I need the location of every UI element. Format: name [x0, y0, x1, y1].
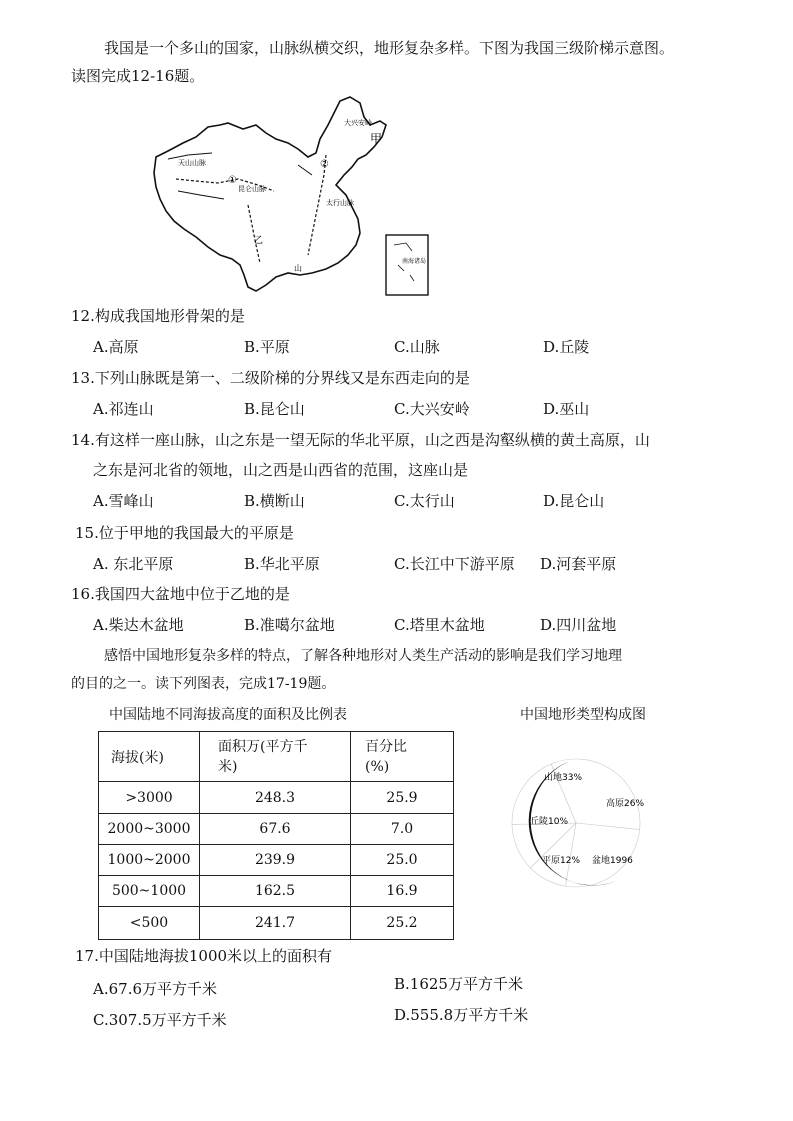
intro-line-1: 我国是一个多山的国家，山脉纵横交织，地形复杂多样。下图为我国三级阶梯示意图。 [104, 39, 675, 57]
table-cell: 241.7 [200, 907, 351, 940]
question-13-stem: 13.下列山脉既是第一、二级阶梯的分界线又是东西走向的是 [71, 369, 470, 387]
map-label: ① [228, 175, 237, 186]
pie-label-plateau: 高原26% [606, 799, 644, 809]
q17-option-c[interactable]: C.307.5万平方千米 [93, 1011, 227, 1029]
map-inset-label: 南海诸岛 [402, 258, 427, 265]
table-header-altitude [99, 732, 200, 782]
table-cell: 162.5 [200, 876, 351, 907]
table-caption: 中国陆地不同海拔高度的面积及比例表 [109, 707, 347, 723]
table-cell: 7.0 [351, 814, 454, 845]
intro-line-2: 读图完成12-16题。 [71, 67, 205, 85]
table-cell: 2000~3000 [99, 814, 200, 845]
pie-label-mountain: 山地33% [544, 773, 583, 783]
question-16-stem: 16.我国四大盆地中位于乙地的是 [71, 585, 290, 603]
table-header-area [200, 732, 351, 782]
pie-label-plain: 平原12% [542, 856, 581, 866]
map-label: 天山山脉 [178, 159, 206, 167]
map-label: 山 [294, 264, 302, 273]
q16-option-d[interactable]: D.四川盆地 [540, 616, 617, 634]
table-row [99, 782, 454, 814]
table-cell: 500~1000 [99, 876, 200, 907]
q17-option-a[interactable]: A.67.6万平方千米 [93, 980, 217, 998]
q13-option-b[interactable]: B.昆仑山 [244, 400, 305, 418]
map-label: 甲 [370, 132, 383, 146]
q17-option-b[interactable]: B.1625万平方千米 [394, 975, 523, 993]
intro2-line-2: 的目的之一。读下列图表，完成17-19题。 [71, 676, 336, 692]
q17-option-d[interactable]: D.555.8万平方千米 [394, 1006, 529, 1024]
question-12-stem: 12.构成我国地形骨架的是 [71, 307, 245, 325]
q15-option-c[interactable]: C.长江中下游平原 [394, 555, 515, 573]
q16-option-c[interactable]: C.塔里木盆地 [394, 616, 485, 634]
map-label: 昆仑山脉 [238, 185, 266, 193]
header-line: 面积万(平方千 [218, 738, 308, 755]
table-cell: 25.2 [351, 907, 454, 940]
table-row [99, 907, 454, 940]
table-cell: 1000~2000 [99, 845, 200, 876]
q13-option-d[interactable]: D.巫山 [543, 400, 590, 418]
table-cell: 16.9 [351, 876, 454, 907]
map-label: 大兴安岭 [344, 119, 372, 127]
map-label: 乙 [254, 236, 264, 246]
header-line: (%) [365, 758, 390, 775]
pie-label-hill: 丘陵10% [530, 817, 569, 827]
q12-option-b[interactable]: B.平原 [244, 338, 290, 356]
question-14-stem-line-1: 14.有这样一座山脉，山之东是一望无际的华北平原，山之西是沟壑纵横的黄土高原，山 [71, 431, 650, 449]
q12-option-d[interactable]: D.丘陵 [543, 338, 590, 356]
q16-option-b[interactable]: B.准噶尔盆地 [244, 616, 335, 634]
table-row [99, 814, 454, 845]
q13-option-a[interactable]: A.祁连山 [93, 400, 154, 418]
question-17-stem: 17.中国陆地海拔1000米以上的面积有 [75, 947, 333, 965]
table-row [99, 876, 454, 907]
chart-title: 中国地形类型构成图 [520, 707, 646, 723]
q14-option-a[interactable]: A.雪峰山 [93, 492, 154, 510]
question-15-stem: 15.位于甲地的我国最大的平原是 [75, 524, 294, 542]
table-cell: >3000 [99, 782, 200, 814]
q15-option-b[interactable]: B.华北平原 [244, 555, 320, 573]
q14-option-d[interactable]: D.昆仑山 [543, 492, 605, 510]
altitude-table [98, 731, 454, 940]
terrain-pie-chart [508, 748, 644, 898]
table-cell: 25.0 [351, 845, 454, 876]
header-line: 米) [218, 758, 238, 775]
table-cell: <500 [99, 907, 200, 940]
table-row [99, 845, 454, 876]
table-cell: 239.9 [200, 845, 351, 876]
map-label: 太行山脉 [326, 199, 354, 207]
china-terrain-map [148, 95, 438, 300]
table-cell: 248.3 [200, 782, 351, 814]
q15-option-a[interactable]: A. 东北平原 [93, 555, 174, 573]
q13-option-c[interactable]: C.大兴安岭 [394, 400, 470, 418]
header-line: 海拔(米) [111, 749, 164, 766]
table-header-percent [351, 732, 454, 782]
intro2-line-1: 感悟中国地形复杂多样的特点，了解各种地形对人类生产活动的影响是我们学习地理 [104, 648, 622, 664]
q15-option-d[interactable]: D.河套平原 [540, 555, 617, 573]
map-label: ② [320, 159, 329, 170]
header-line: 百分比 [365, 738, 407, 755]
pie-label-basin: 盆地1996 [592, 856, 633, 866]
table-cell: 67.6 [200, 814, 351, 845]
table-cell: 25.9 [351, 782, 454, 814]
q14-option-c[interactable]: C.太行山 [394, 492, 455, 510]
pie-slice [565, 823, 639, 887]
q14-option-b[interactable]: B.横断山 [244, 492, 305, 510]
question-14-stem-line-2: 之东是河北省的领地，山之西是山西省的范围，这座山是 [93, 461, 469, 479]
q12-option-c[interactable]: C.山脉 [394, 338, 440, 356]
q16-option-a[interactable]: A.柴达木盆地 [93, 616, 184, 634]
q12-option-a[interactable]: A.高原 [93, 338, 139, 356]
